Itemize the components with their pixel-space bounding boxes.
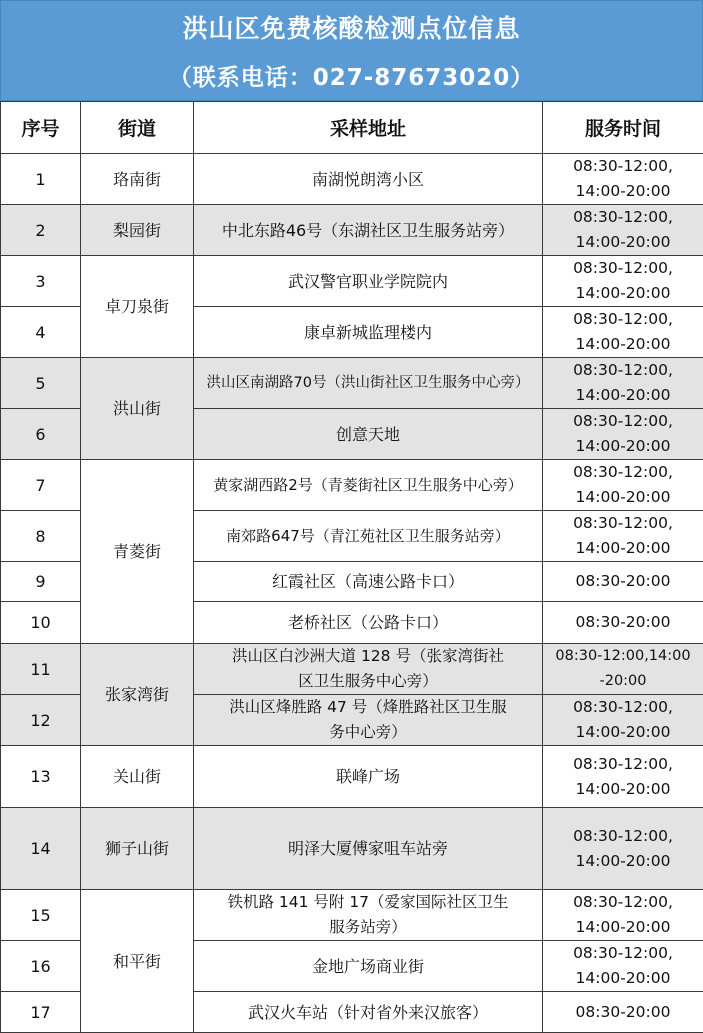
row-street: 张家湾街 (81, 644, 194, 746)
row-address: 武汉火车站（针对省外来汉旅客） (194, 992, 543, 1033)
row-hours: 08:30-12:00, 14:00-20:00 (543, 358, 703, 409)
row-address: 创意天地 (194, 409, 543, 460)
row-street: 洪山街 (81, 358, 194, 460)
row-street: 青菱街 (81, 460, 194, 644)
row-address: 南郊路647号（青江苑社区卫生服务站旁） (194, 511, 543, 562)
title-banner (0, 0, 703, 101)
row-no: 2 (1, 205, 81, 256)
row-no: 9 (1, 562, 81, 602)
row-street: 梨园街 (81, 205, 194, 256)
table-header-row (1, 102, 703, 154)
table-row (1, 460, 703, 511)
row-no: 15 (1, 890, 81, 941)
column-header-address: 采样地址 (194, 102, 543, 154)
column-header-no: 序号 (1, 102, 81, 154)
row-address: 康卓新城监理楼内 (194, 307, 543, 358)
row-address: 南湖悦朗湾小区 (194, 154, 543, 205)
column-header-hours: 服务时间 (543, 102, 703, 154)
row-hours: 08:30-12:00, 14:00-20:00 (543, 460, 703, 511)
row-address: 黄家湖西路2号（青菱街社区卫生服务中心旁） (194, 460, 543, 511)
column-header-street: 街道 (81, 102, 194, 154)
row-hours: 08:30-20:00 (543, 602, 703, 644)
row-street: 和平街 (81, 890, 194, 1033)
table-row (1, 358, 703, 409)
row-hours: 08:30-20:00 (543, 992, 703, 1033)
table-row (1, 154, 703, 205)
row-address: 铁机路 141 号附 17（爱家国际社区卫生 服务站旁） (194, 890, 543, 941)
table-row (1, 808, 703, 890)
row-no: 3 (1, 256, 81, 307)
row-no: 4 (1, 307, 81, 358)
row-street: 狮子山街 (81, 808, 194, 890)
table-row (1, 644, 703, 695)
row-hours: 08:30-12:00,14:00 -20:00 (543, 644, 703, 695)
row-no: 11 (1, 644, 81, 695)
row-hours: 08:30-12:00, 14:00-20:00 (543, 154, 703, 205)
row-no: 5 (1, 358, 81, 409)
table-row (1, 890, 703, 941)
row-no: 8 (1, 511, 81, 562)
row-address: 明泽大厦傅家咀车站旁 (194, 808, 543, 890)
row-street: 卓刀泉街 (81, 256, 194, 358)
row-address: 老桥社区（公路卡口） (194, 602, 543, 644)
row-no: 14 (1, 808, 81, 890)
row-hours: 08:30-12:00, 14:00-20:00 (543, 746, 703, 808)
row-hours: 08:30-12:00, 14:00-20:00 (543, 890, 703, 941)
row-hours: 08:30-12:00, 14:00-20:00 (543, 409, 703, 460)
row-hours: 08:30-12:00, 14:00-20:00 (543, 307, 703, 358)
row-address: 红霞社区（高速公路卡口） (194, 562, 543, 602)
table-row (1, 256, 703, 307)
testing-sites-table (0, 101, 703, 1033)
row-hours: 08:30-12:00, 14:00-20:00 (543, 941, 703, 992)
row-address: 联峰广场 (194, 746, 543, 808)
row-street: 珞南街 (81, 154, 194, 205)
row-hours: 08:30-12:00, 14:00-20:00 (543, 511, 703, 562)
row-no: 7 (1, 460, 81, 511)
row-address: 洪山区白沙洲大道 128 号（张家湾街社 区卫生服务中心旁） (194, 644, 543, 695)
row-hours: 08:30-12:00, 14:00-20:00 (543, 695, 703, 746)
row-no: 10 (1, 602, 81, 644)
row-no: 1 (1, 154, 81, 205)
row-hours: 08:30-12:00, 14:00-20:00 (543, 205, 703, 256)
row-address: 洪山区烽胜路 47 号（烽胜路社区卫生服 务中心旁） (194, 695, 543, 746)
row-hours: 08:30-20:00 (543, 562, 703, 602)
row-no: 16 (1, 941, 81, 992)
row-no: 17 (1, 992, 81, 1033)
row-address: 金地广场商业街 (194, 941, 543, 992)
table-row (1, 746, 703, 808)
row-address: 洪山区南湖路70号（洪山街社区卫生服务中心旁） (194, 358, 543, 409)
row-no: 12 (1, 695, 81, 746)
row-no: 6 (1, 409, 81, 460)
page-title: 洪山区免费核酸检测点位信息 (1, 9, 702, 45)
row-address: 中北东路46号（东湖社区卫生服务站旁） (194, 205, 543, 256)
row-hours: 08:30-12:00, 14:00-20:00 (543, 808, 703, 890)
row-no: 13 (1, 746, 81, 808)
row-hours: 08:30-12:00, 14:00-20:00 (543, 256, 703, 307)
table-row (1, 205, 703, 256)
row-address: 武汉警官职业学院院内 (194, 256, 543, 307)
row-street: 关山街 (81, 746, 194, 808)
contact-phone: （联系电话：027-87673020） (1, 59, 702, 92)
